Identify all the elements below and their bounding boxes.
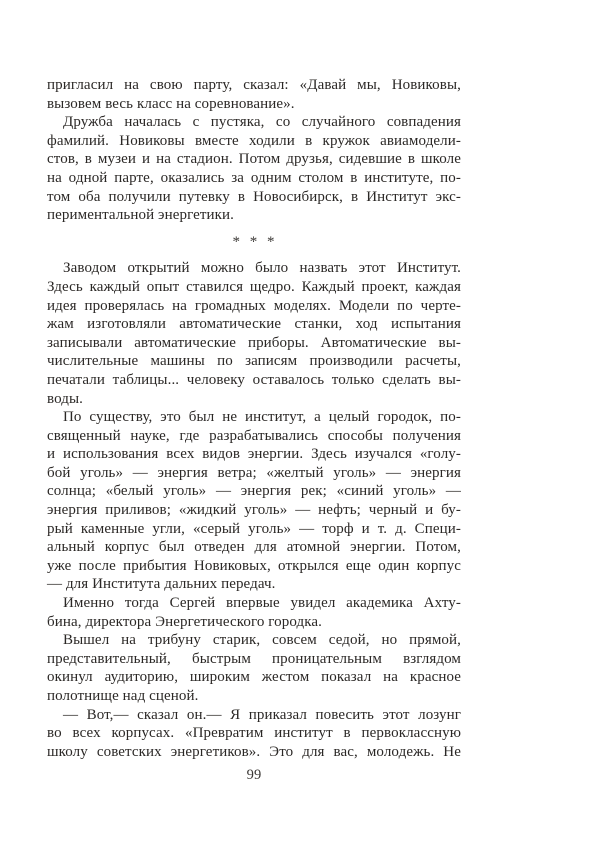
text-line: бой уголь» — энергия ветра; «желтый уголь» — энергия xyxy=(47,464,461,481)
page-number: 99 xyxy=(246,767,262,784)
text-line: энергия приливов; «жидкий уголь» — нефть; черный и бу- xyxy=(47,502,461,519)
text-line: солнца; «белый уголь» — энергия рек; «синий уголь» — xyxy=(47,483,461,500)
text-line: Вышел на трибуну старик, совсем седой, но прямой, xyxy=(63,632,461,649)
text-line: альный корпус был отведен для атомной энергии. Потом, xyxy=(47,539,461,556)
page-text xyxy=(47,76,461,785)
text-line: жам изготовляли автоматические станки, ход испытания xyxy=(47,316,461,333)
text-line: записывали автоматические приборы. Автоматические вы- xyxy=(47,334,461,351)
text-line: — Вот,— сказал он.— Я приказал повесить этот лозунг xyxy=(63,706,461,723)
text-line: окинул аудиторию, широким жестом показал на красное xyxy=(47,669,461,686)
text-line: стов, в музеи и на стадион. Потом друзья, сидевшие в школе xyxy=(47,151,461,168)
text-line: бина, директора Энергетического городка. xyxy=(47,613,323,630)
text-line: вызовем весь класс на соревнование». xyxy=(47,95,295,112)
text-line: Заводом открытий можно было назвать этот Институт. xyxy=(63,260,461,277)
text-line: По существу, это был не институт, а целый городок, по- xyxy=(63,409,461,426)
text-line: печатали таблицы... человеку оставалось только сделать вы- xyxy=(47,371,461,388)
text-line: священный науке, где разрабатывались способы получения xyxy=(47,427,461,444)
text-line: — для Института дальних передач. xyxy=(47,576,276,593)
text-line: рый каменные угли, «серый уголь» — торф и т. д. Специ- xyxy=(47,520,461,537)
text-line: представительный, быстрым проницательным взглядом xyxy=(47,650,461,667)
text-line: воды. xyxy=(47,390,84,407)
text-line: уже после прибытия Новиковых, открылся еще один корпус xyxy=(47,557,461,574)
text-line: Именно тогда Сергей впервые увидел академика Ахту- xyxy=(63,595,461,612)
text-line: Дружба началась с пустяка, со случайного совпадения xyxy=(63,114,461,131)
text-line: фамилий. Новиковы вместе ходили в кружок авиамодели- xyxy=(47,132,461,149)
text-line: том оба получили путевку в Новосибирск, в Институт экс- xyxy=(47,188,461,205)
text-line: во всех корпусах. «Превратим институт в первоклассную xyxy=(47,725,461,742)
text-line: периментальной энергетики. xyxy=(47,207,235,224)
text-line: полотнище над сценой. xyxy=(47,688,199,704)
text-line: идея проверялась на громадных моделях. Модели по черте- xyxy=(47,297,461,314)
text-line: Здесь каждый опыт ставился щедро. Каждый проект, каждая xyxy=(47,278,461,295)
text-line: пригласил на свою парту, сказал: «Давай мы, Новиковы, xyxy=(47,77,461,93)
section-separator: * * * xyxy=(232,233,276,250)
text-line: и использования всех видов энергии. Здесь изучался «голу- xyxy=(47,446,461,463)
text-line: на одной парте, оказались за одним столом в институте, по- xyxy=(47,169,461,186)
text-line: числительные машины по записям производили расчеты, xyxy=(47,353,461,370)
text-line: школу советских энергетиков». Это для вас, молодежь. Не xyxy=(47,743,461,760)
